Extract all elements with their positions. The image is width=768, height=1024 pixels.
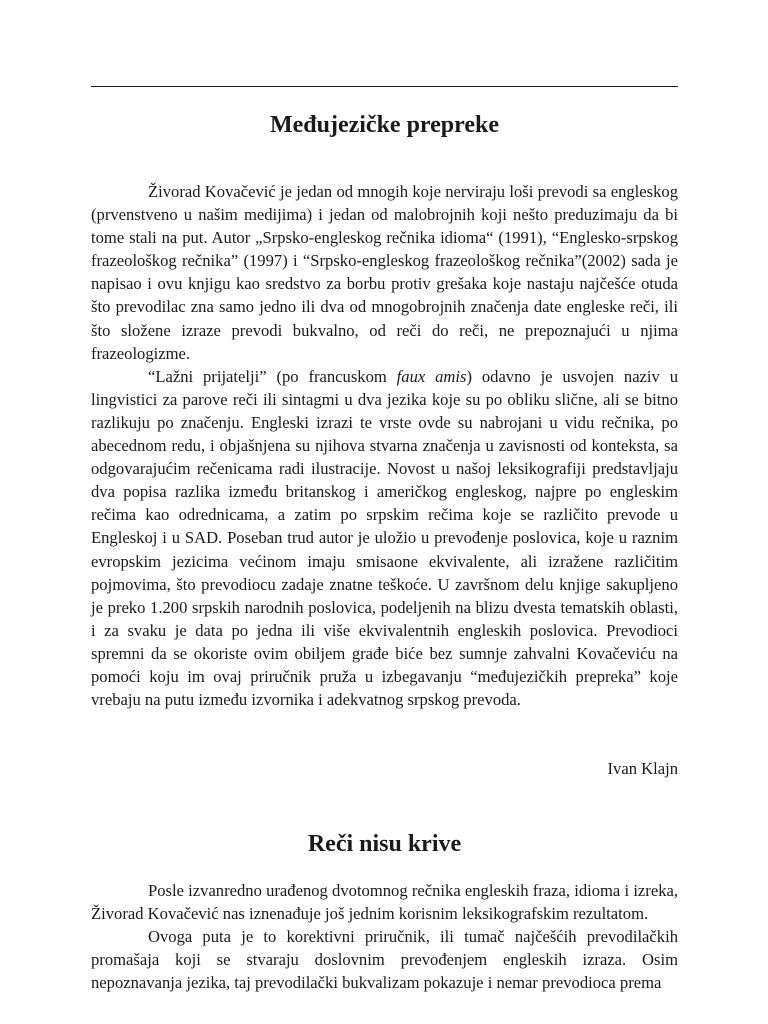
author-signature: Ivan Klajn (607, 759, 678, 778)
italic-term: faux amis (396, 366, 467, 386)
paragraph-text: “Lažni prijatelji” (po francuskom (148, 366, 397, 386)
top-rule (91, 86, 678, 87)
paragraph: Živorad Kovačević je jedan od mnogih koje nerviraju loši prevodi sa engleskog (prvenstveno u našim medijima) i jedan od malobrojnih koji nešto preduzimaju da bi tome stali na put. Autor „Srpsko-engleskog rečnika idioma“ (1991), “Englesko-srpskog frazeološkog rečnika” (1997) i “Srpsko-engleskog frazeološkog rečnika”(2002) sada je napisao i ovu knjigu kao sredstvo za borbu protiv grešaka koje nastaju najčešće otuda što prevodilac zna samo jedno ili dva od mnogobrojnih značenja date engleske reči, ili što složene izraze prevodi bukvalno, od reči do reči, ne prepoznajući u njima frazeologizme. (91, 182, 678, 363)
section-title: Reči nisu krive (307, 831, 462, 857)
paragraph: Ovoga puta je to korektivni priručnik, ili tumač najčešćih prevodilačkih promašaja koji se stvaraju doslovnim prevođenjem engleskih izraza. Osim nepoznavanja jezika, taj prevodilački bukvalizam pokazuje i nemar prevodioca prema (91, 927, 678, 993)
paragraph: Posle izvanredno urađenog dvotomnog rečnika engleskih fraza, idioma i izreka, Živorad Kovačević nas iznenađuje još jednim korisnim leksikografskim rezultatom. (91, 881, 678, 924)
section-title: Međujezičke prepreke (269, 112, 500, 138)
paragraph-text: ) odavno je usvojen naziv u lingvistici za parove reči ili sintagmi u dva jezika koje su po obliku slične, ali se bitno razlikuju po značenju. Engleski izrazi te vrste ovde su nabrojani u vidu rečnika, po abecednom redu, i objašnjena su njihova stvarna značenja u zavisnosti od konteksta, sa odgovarajućim rečenicama radi ilustracije. Novost u našoj leksikografiji predstavljaju dva popisa razlika između britanskog i američkog engleskog, najpre po engleskim rečima kao odrednicama, a zatim po srpskim rečima koje se različito prevode u Engleskoj i u SAD. Poseban trud autor je uložio u prevođenje poslovica, koje u raznim evropskim jezicima većinom imaju smisaone ekvivalente, ali izražene različitim pojmovima, što prevodiocu zadaje znatne teškoće. U završnom delu knjige sakupljeno je preko 1.200 srpskih narodnih poslovica, podeljenih na blizu dvesta tematskih oblasti, i za svaku je data po jedna ili više ekvivalentnih engleskih poslovica. Prevodioci spremni da se okoriste ovim obiljem građe biće bez sumnje zahvalni Kovačeviću na pomoći koju im ovaj priručnik pruža u izbegavanju “međujezičkih prepreka” koje vrebaju na putu između izvornika i adekvatnog srpskog prevoda. (91, 366, 678, 710)
article-body (91, 180, 678, 711)
article-body (91, 879, 678, 994)
paragraph (91, 365, 678, 711)
